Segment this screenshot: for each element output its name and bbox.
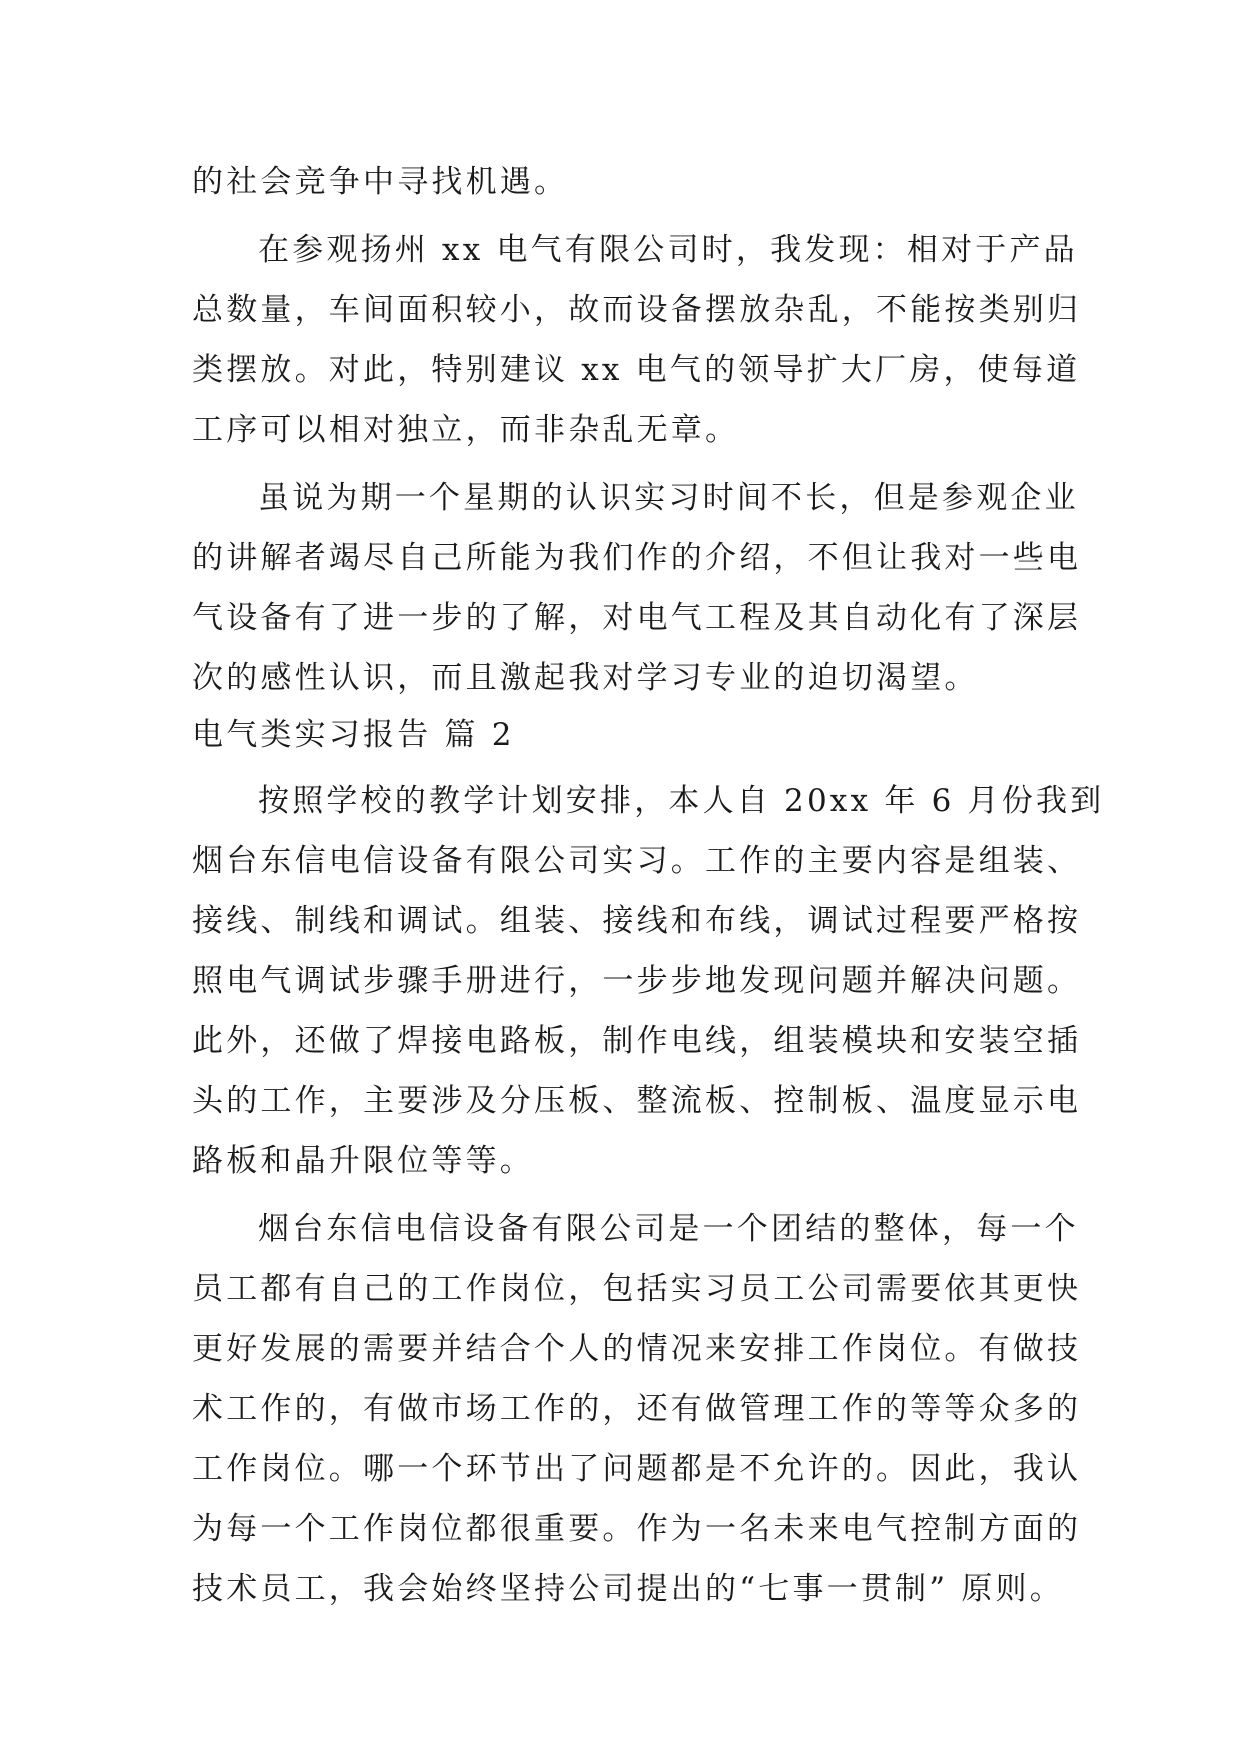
text-line: 虽说为期一个星期的认识实习时间不长，但是参观企业	[258, 480, 1079, 516]
text-line: 工作岗位。哪一个环节出了问题都是不允许的。因此，我认	[192, 1451, 1082, 1487]
text-line: 为每一个工作岗位都很重要。作为一名未来电气控制方面的	[192, 1511, 1082, 1547]
text-line: 照电气调试步骤手册进行，一步步地发现问题并解决问题。	[192, 963, 1082, 999]
text-line: 技术员工，我会始终坚持公司提出的“七事一贯制” 原则。	[192, 1571, 1064, 1607]
text-line: 术工作的，有做市场工作的，还有做管理工作的等等众多的	[192, 1391, 1082, 1427]
text-line: 更好发展的需要并结合个人的情况来安排工作岗位。有做技	[192, 1331, 1082, 1367]
text-line: 的社会竞争中寻找机遇。	[192, 164, 569, 200]
paragraph	[192, 1199, 1082, 1619]
text-line: 路板和晶升限位等等。	[192, 1143, 534, 1179]
text-line: 烟台东信电信设备有限公司实习。工作的主要内容是组装、	[192, 843, 1082, 879]
paragraph	[192, 220, 1082, 460]
text-line: 接线、制线和调试。组装、接线和布线，调试过程要严格按	[192, 903, 1082, 939]
text-line: 此外，还做了焊接电路板，制作电线，组装模块和安装空插	[192, 1023, 1082, 1059]
paragraph	[192, 152, 1072, 212]
text-line: 总数量，车间面积较小，故而设备摆放杂乱，不能按类别归	[192, 292, 1082, 328]
section-heading: 电气类实习报告 篇 2	[192, 717, 515, 753]
paragraph	[192, 771, 1105, 1191]
paragraph	[192, 468, 1082, 708]
text-line: 气设备有了进一步的了解，对电气工程及其自动化有了深层	[192, 600, 1082, 636]
document-body	[192, 152, 1105, 1619]
text-line: 工序可以相对独立，而非杂乱无章。	[192, 412, 740, 448]
text-line: 的讲解者竭尽自己所能为我们作的介绍，不但让我对一些电	[192, 540, 1082, 576]
text-line: 次的感性认识，而且激起我对学习专业的迫切渴望。	[192, 660, 979, 696]
text-line: 员工都有自己的工作岗位，包括实习员工公司需要依其更快	[192, 1271, 1082, 1307]
text-line: 在参观扬州 xx 电气有限公司时，我发现：相对于产品	[258, 232, 1078, 268]
text-line: 烟台东信电信设备有限公司是一个团结的整体，每一个	[258, 1211, 1079, 1247]
text-line: 按照学校的教学计划安排，本人自 20xx 年 6 月份我到	[258, 783, 1105, 819]
text-line: 类摆放。对此，特别建议 xx 电气的领导扩大厂房，使每道	[192, 352, 1081, 388]
text-line: 头的工作，主要涉及分压板、整流板、控制板、温度显示电	[192, 1083, 1082, 1119]
